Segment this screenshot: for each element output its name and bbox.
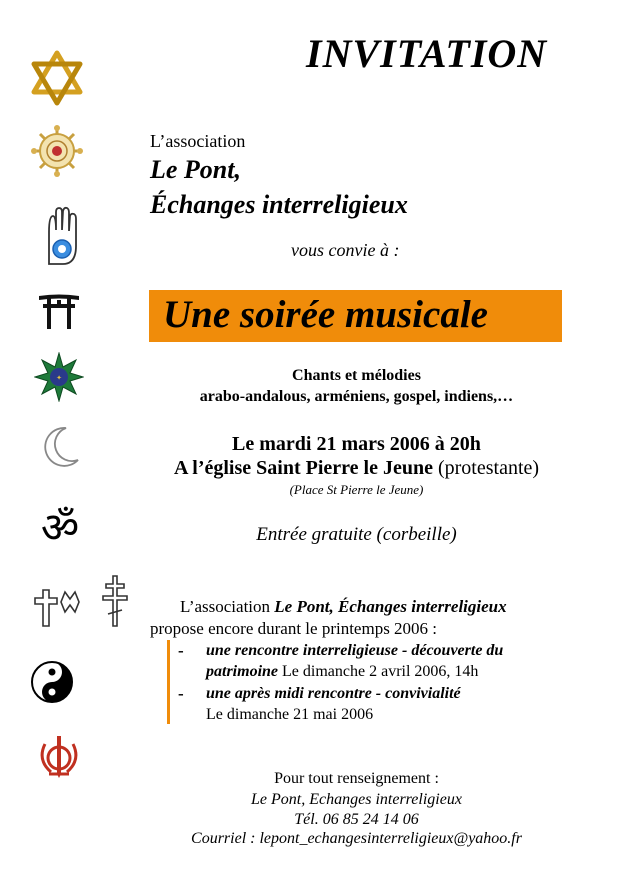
event-banner (149, 290, 562, 342)
program-item1-rest: Le dimanche 2 avril 2006, 14h (278, 663, 479, 680)
list-dash: - (178, 684, 184, 703)
svg-text:✦: ✦ (56, 374, 62, 382)
footer-phone: Tél. 06 85 24 14 06 (294, 811, 419, 828)
jain-hand-icon (41, 206, 81, 271)
invites-text: vous convie à : (291, 240, 400, 260)
program-intro-name: Le Pont, Échanges interreligieux (274, 597, 507, 616)
association-name-line1: Le Pont, (150, 155, 241, 184)
list-dash: - (178, 641, 184, 660)
program-item2-line1: une après midi rencontre - convivialité (206, 685, 461, 702)
footer-email: Courriel : lepont_echangesinterreligieux@yahoo.fr (191, 830, 522, 847)
event-place-suffix: (protestante) (432, 457, 540, 479)
association-intro: L’association (150, 131, 246, 151)
footer-heading: Pour tout renseignement : (274, 770, 439, 787)
christian-crosses-icon (30, 574, 134, 635)
svg-text:ॐ: ॐ (40, 503, 80, 550)
association-name-line2: Échanges interreligieux (150, 190, 408, 219)
program-intro-line2: propose encore durant le printemps 2006 : (150, 619, 438, 638)
event-date: Le mardi 21 mars 2006 à 20h (232, 433, 481, 455)
entry-info: Entrée gratuite (corbeille) (256, 524, 457, 545)
chants-line1: Chants et mélodies (292, 367, 421, 384)
program-item2-line2: Le dimanche 21 mai 2006 (206, 706, 374, 723)
event-banner-title: Une soirée musicale (163, 293, 488, 336)
program-item1-bold: patrimoine (206, 663, 279, 680)
star-of-david-icon (31, 50, 83, 111)
list-item (206, 663, 478, 681)
event-address: (Place St Pierre le Jeune) (289, 482, 424, 497)
event-place (150, 457, 563, 480)
om-icon (34, 502, 86, 555)
yin-yang-icon (30, 660, 74, 709)
program-item1-line1: une rencontre interreligieuse - découverte du (206, 642, 504, 659)
page-title: INVITATION (306, 31, 548, 76)
list-item (206, 685, 461, 703)
program-intro (180, 597, 507, 617)
chants-line2: arabo-andalous, arméniens, gospel, indiens,… (199, 388, 514, 405)
list-item (206, 642, 503, 660)
footer-org: Le Pont, Echanges interreligieux (251, 791, 462, 808)
program-accent-bar (167, 640, 170, 724)
event-place-name: A l’église Saint Pierre le Jeune (173, 457, 433, 479)
torii-icon (38, 292, 80, 335)
khanda-icon (35, 734, 83, 785)
bahai-star-icon (34, 352, 84, 407)
program-intro-prefix: L’association (180, 597, 275, 616)
dharma-wheel-icon (31, 125, 83, 182)
crescent-icon (40, 426, 82, 473)
